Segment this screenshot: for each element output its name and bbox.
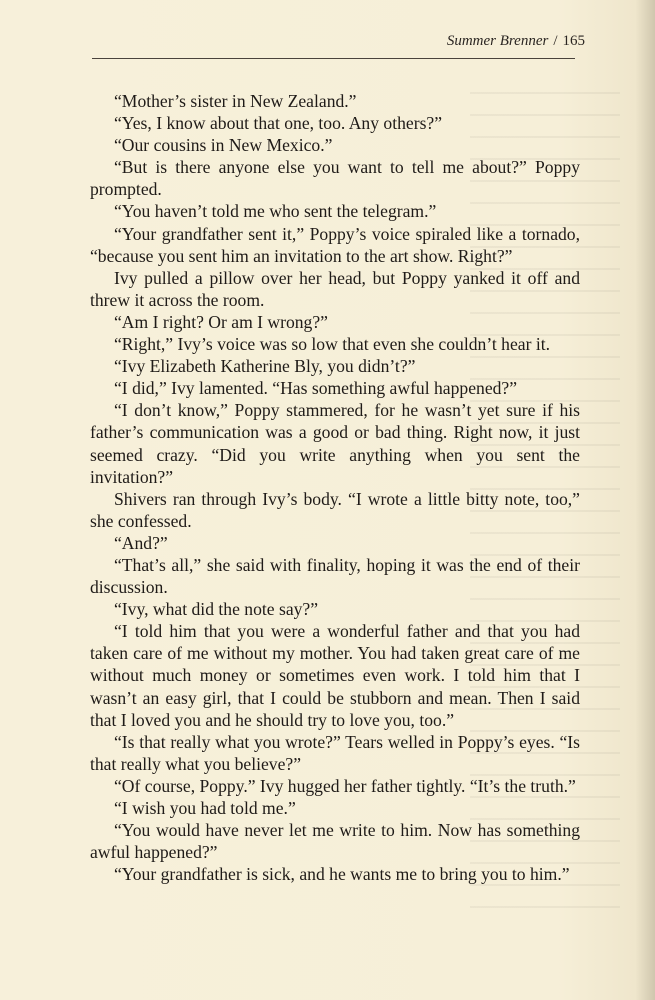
paragraph: “Mother’s sister in New Zealand.” xyxy=(114,91,357,111)
running-head xyxy=(447,33,585,50)
paragraph: “Right,” Ivy’s voice was so low that even she couldn’t hear it. xyxy=(114,334,550,355)
paragraph: “I told him that you were a wonderful father and that you had taken care of me without my mother. You had taken great care of me without much money or sometimes even work. I told him that I wasn’t an easy girl, that I could be stubborn and mean. Then I said that I loved you and he should try to love you, too.” xyxy=(90,621,580,730)
paragraph: “Your grandfather is sick, and he wants me to bring you to him.” xyxy=(114,864,570,885)
paragraph: “I don’t know,” Poppy stammered, for he wasn’t yet sure if his father’s communication was a good or bad thing. Right now, it just seemed crazy. “Did you write anything when you sent the invitation?” xyxy=(90,400,580,487)
paragraph: “And?” xyxy=(114,532,168,553)
paragraph: “Ivy Elizabeth Katherine Bly, you didn’t?” xyxy=(114,356,416,377)
header-rule xyxy=(92,58,575,59)
paragraph: “Of course, Poppy.” Ivy hugged her father tightly. “It’s the truth.” xyxy=(114,775,576,796)
paragraph: “Ivy, what did the note say?” xyxy=(114,599,319,620)
paragraph: Ivy pulled a pillow over her head, but Poppy yanked it off and threw it across the room. xyxy=(90,267,580,310)
paragraph: “Am I right? Or am I wrong?” xyxy=(114,311,328,332)
paragraph: Shivers ran through Ivy’s body. “I wrote a little bitty note, too,” she confessed. xyxy=(90,488,580,531)
page-number: 165 xyxy=(562,33,585,49)
paragraph: “Yes, I know about that one, too. Any others?” xyxy=(114,113,443,134)
paragraph: “You would have never let me write to him. Now has something awful happened?” xyxy=(90,820,580,863)
paragraph: “You haven’t told me who sent the telegram.” xyxy=(114,201,437,222)
paragraph: “I did,” Ivy lamented. “Has something awful happened?” xyxy=(114,378,518,399)
paragraph: “Is that really what you wrote?” Tears welled in Poppy’s eyes. “Is that really what you believe?” xyxy=(90,731,580,774)
body-text xyxy=(90,90,580,885)
paragraph: “I wish you had told me.” xyxy=(114,798,296,818)
running-head-author: Summer Brenner xyxy=(446,33,549,49)
paragraph: “But is there anyone else you want to tell me about?” Poppy prompted. xyxy=(90,157,580,200)
paragraph: “Our cousins in New Mexico.” xyxy=(114,135,333,156)
paragraph: “That’s all,” she said with finality, hoping it was the end of their discussion. xyxy=(90,554,580,598)
running-head-separator: / xyxy=(553,33,558,49)
paragraph: “Your grandfather sent it,” Poppy’s voice spiraled like a tornado, “because you sent him an invitation to the art show. Right?” xyxy=(90,223,580,266)
